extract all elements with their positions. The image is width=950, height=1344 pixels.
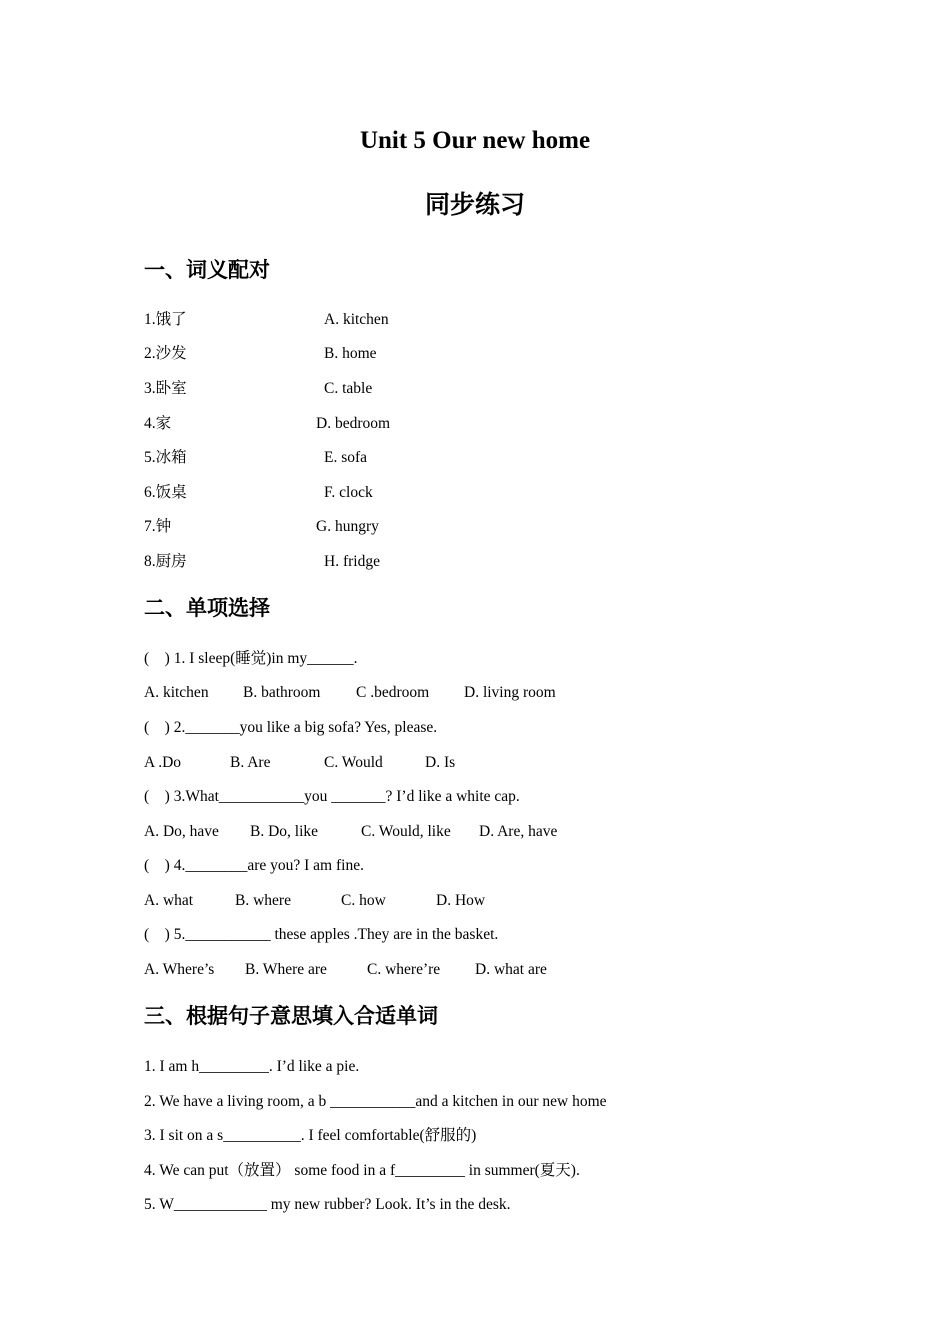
matching-left-item: 7.钟 — [144, 518, 172, 535]
question-option: D. Are, have — [479, 823, 558, 840]
page-subtitle: 同步练习 — [424, 190, 525, 219]
question-option: A .Do — [144, 754, 182, 771]
matching-left-item: 4.家 — [144, 415, 172, 432]
question-stem: ( ) 1. I sleep(睡觉)in my______. — [144, 650, 358, 667]
matching-right-item: B. home — [324, 345, 377, 362]
matching-left-item: 8.厨房 — [144, 553, 187, 570]
page-title: Unit 5 Our new home — [359, 127, 591, 154]
matching-right-item: G. hungry — [316, 518, 379, 535]
question-stem: ( ) 4.________are you? I am fine. — [144, 857, 364, 874]
question-option: D. living room — [464, 684, 556, 701]
matching-left-item: 1.饿了 — [144, 311, 187, 328]
matching-left-item: 5.冰箱 — [144, 449, 187, 466]
question-stem: ( ) 3.What___________you _______? I’d like a white cap. — [144, 788, 520, 805]
matching-left-item: 2.沙发 — [144, 345, 187, 362]
fill-in-item: 3. I sit on a s__________. I feel comfortable(舒服的) — [144, 1127, 477, 1144]
question-option: A. Where’s — [144, 961, 215, 978]
question-option: D. How — [436, 892, 486, 909]
question-option: C. how — [341, 892, 386, 909]
question-option: D. what are — [475, 961, 547, 978]
matching-right-item: C. table — [324, 380, 373, 397]
fill-in-item: 1. I am h_________. I’d like a pie. — [144, 1058, 360, 1075]
question-option: D. Is — [425, 754, 456, 771]
matching-right-item: E. sofa — [324, 449, 368, 466]
question-option: B. Where are — [245, 961, 327, 978]
matching-right-item: H. fridge — [324, 553, 380, 570]
question-option: C. where’re — [367, 961, 441, 978]
fill-in-item: 4. We can put（放置） some food in a f_________ in summer(夏天). — [144, 1162, 580, 1179]
question-option: B. Are — [230, 754, 271, 771]
matching-right-item: F. clock — [324, 484, 373, 501]
question-option: C .bedroom — [356, 684, 430, 701]
question-stem: ( ) 2._______you like a big sofa? Yes, please. — [144, 719, 438, 736]
matching-right-item: A. kitchen — [324, 311, 389, 328]
question-option: A. what — [144, 892, 194, 909]
section-heading-multiple-choice: 二、单项选择 — [144, 596, 270, 620]
question-option: A. kitchen — [144, 684, 209, 701]
question-option: B. bathroom — [243, 684, 321, 701]
question-option: A. Do, have — [144, 823, 219, 840]
section-heading-fill-in: 三、根据句子意思填入合适单词 — [144, 1004, 438, 1028]
matching-left-item: 3.卧室 — [144, 380, 187, 397]
matching-left-item: 6.饭桌 — [144, 484, 187, 501]
question-option: B. where — [235, 892, 291, 909]
fill-in-item: 2. We have a living room, a b ___________and a kitchen in our new home — [144, 1093, 607, 1110]
question-stem: ( ) 5.___________ these apples .They are in the basket. — [144, 926, 499, 943]
question-option: C. Would — [324, 754, 383, 771]
fill-in-item: 5. W____________ my new rubber? Look. It’s in the desk. — [144, 1196, 511, 1213]
matching-right-item: D. bedroom — [316, 415, 391, 432]
question-option: C. Would, like — [361, 823, 451, 840]
question-option: B. Do, like — [250, 823, 319, 840]
section-heading-matching: 一、词义配对 — [144, 258, 270, 282]
